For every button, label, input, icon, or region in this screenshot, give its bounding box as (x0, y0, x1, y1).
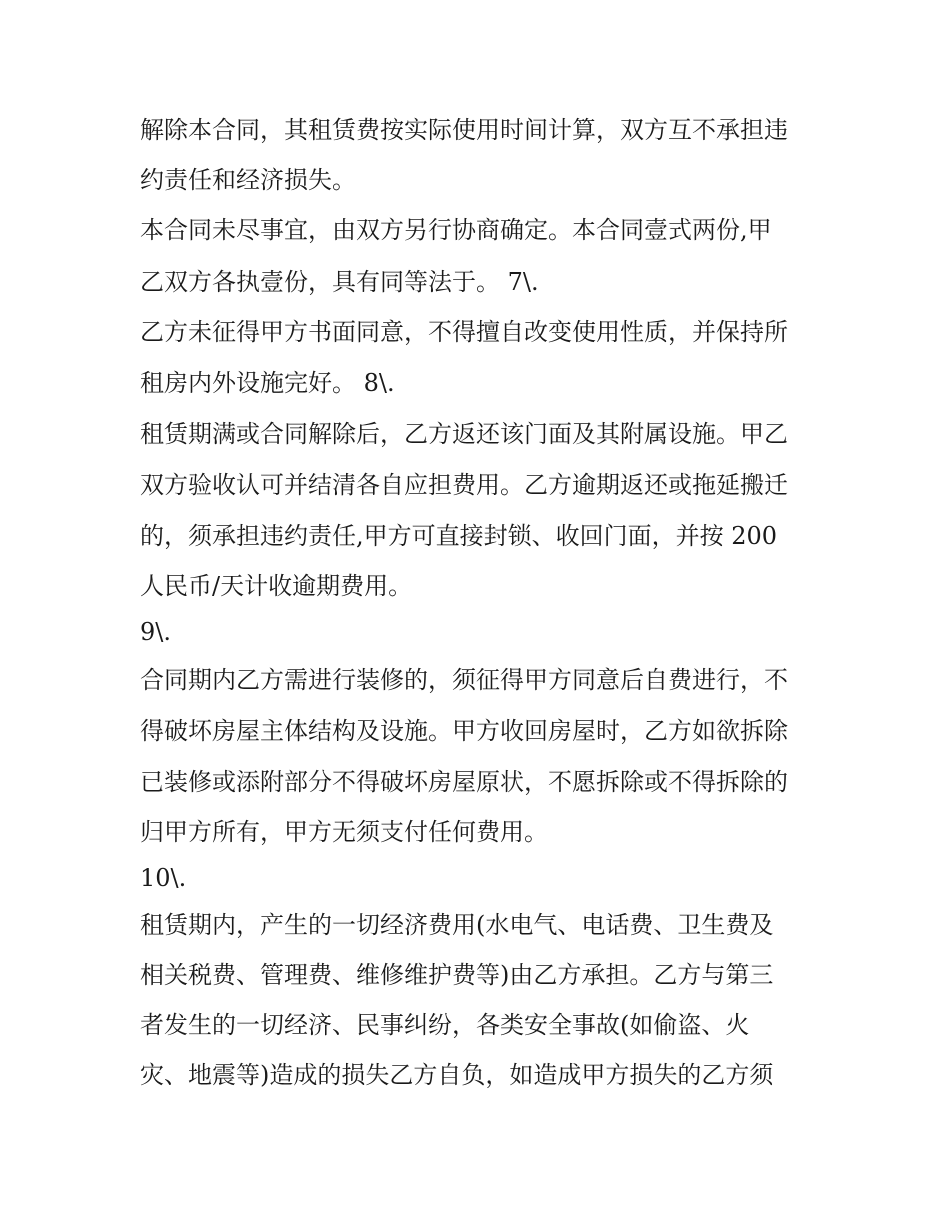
text-line: 归甲方所有，甲方无须支付任何费用。 (140, 818, 548, 846)
text-line: 约责任和经济损失。 (140, 166, 356, 194)
text-line: 得破坏房屋主体结构及设施。甲方收回房屋时，乙方如欲拆除 (140, 717, 788, 745)
text-line: 双方验收认可并结清各自应担费用。乙方逾期返还或拖延搬迁 (140, 471, 788, 499)
text-line: 者发生的一切经济、民事纠纷，各类安全事故(如偷盗、火 (140, 1011, 750, 1039)
text-line: 的，须承担违约责任,甲方可直接封锁、收回门面，并按 200 (140, 522, 778, 550)
text-line: 乙方未征得甲方书面同意，不得擅自改变使用性质，并保持所 (140, 318, 788, 346)
text-line: 人民币/天计收逾期费用。 (140, 572, 413, 600)
text-line: 已装修或添附部分不得破坏房屋原状，不愿拆除或不得拆除的 (140, 768, 788, 796)
text-line: 乙双方各执壹份，具有同等法于。 7\. (140, 268, 539, 296)
text-line: 合同期内乙方需进行装修的，须征得甲方同意后自费进行，不 (140, 666, 788, 694)
text-line: 租赁期内，产生的一切经济费用(水电气、电话费、卫生费及 (140, 911, 774, 939)
clause-number: 10\. (140, 864, 187, 892)
text-line: 租房内外设施完好。 8\. (140, 369, 395, 397)
text-line: 解除本合同，其租赁费按实际使用时间计算，双方互不承担违 (140, 116, 788, 144)
text-line: 本合同未尽事宜，由双方另行协商确定。本合同壹式两份,甲 (140, 216, 772, 244)
clause-number: 9\. (140, 618, 171, 646)
text-line: 相关税费、管理费、维修维护费等)由乙方承担。乙方与第三 (140, 961, 774, 989)
text-line: 灾、地震等)造成的损失乙方自负，如造成甲方损失的乙方须 (140, 1061, 774, 1089)
text-line: 租赁期满或合同解除后，乙方返还该门面及其附属设施。甲乙 (140, 420, 788, 448)
